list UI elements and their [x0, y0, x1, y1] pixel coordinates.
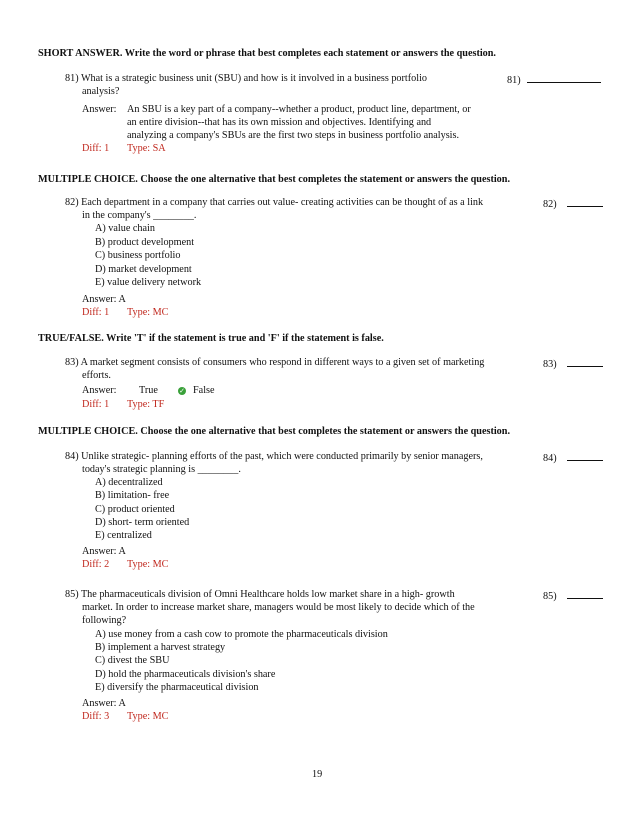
answer-81-label: Answer:: [82, 104, 117, 115]
option-84-c: C) product oriented: [95, 504, 175, 515]
section-header-multiple-choice: MULTIPLE CHOICE. Choose the one alternative that best completes the statement or answers the question.: [38, 174, 510, 185]
answer-blank-83[interactable]: [567, 356, 603, 367]
question-84-number-label: 84): [543, 453, 557, 464]
question-82-line1: 82) Each department in a company that carries out value- creating activities can be thought of as a link: [65, 197, 484, 208]
option-84-d: D) short- term oriented: [95, 517, 190, 528]
question-85-line2: market. In order to increase market share, managers would be most likely to decide which of the: [82, 602, 475, 613]
difficulty-81: Diff: 1: [82, 143, 110, 154]
answer-81-line3: analyzing a company's SBUs are the first two steps in business portfolio analysis.: [127, 130, 460, 141]
question-83-line1: 83) A market segment consists of consumers who respond in different ways to a given set of marketing: [65, 357, 485, 368]
section-header-short-answer: SHORT ANSWER. Write the word or phrase that best completes each statement or answers the question.: [38, 48, 496, 59]
question-81-number: [507, 72, 601, 87]
answer-blank-81[interactable]: [527, 72, 601, 83]
question-85-line3: following?: [82, 615, 127, 626]
question-84-line2: today's strategic planning is ________.: [82, 464, 241, 475]
answer-81-line1: An SBU is a key part of a company--whether a product, product line, department, or: [127, 104, 471, 115]
question-85-number: [543, 588, 603, 603]
option-82-d: D) market development: [95, 264, 192, 275]
question-82-number: [543, 196, 603, 211]
option-82-a: A) value chain: [95, 223, 155, 234]
option-82-b: B) product development: [95, 237, 195, 248]
type-83: Type: TF: [127, 399, 165, 410]
question-82-line2: in the company's ________.: [82, 210, 197, 221]
difficulty-84: Diff: 2: [82, 559, 110, 570]
answer-84: Answer: A: [82, 546, 126, 557]
option-84-e: E) centralized: [95, 530, 152, 541]
section-header-multiple-choice-2: MULTIPLE CHOICE. Choose the one alternative that best completes the statement or answers the question.: [38, 426, 510, 437]
difficulty-83: Diff: 1: [82, 399, 110, 410]
option-85-c: C) divest the SBU: [95, 655, 170, 666]
page-number: 19: [312, 769, 323, 780]
option-85-b: B) implement a harvest strategy: [95, 642, 226, 653]
option-85-d: D) hold the pharmaceuticals division's share: [95, 669, 276, 680]
answer-blank-82[interactable]: [567, 196, 603, 207]
question-85-line1: 85) The pharmaceuticals division of Omni Healthcare holds low market share in a high- growth: [65, 589, 455, 600]
question-81-line1: 81) What is a strategic business unit (SBU) and how is it involved in a business portfolio: [65, 73, 427, 84]
question-83-number-label: 83): [543, 359, 557, 370]
option-84-b: B) limitation- free: [95, 490, 170, 501]
answer-blank-84[interactable]: [567, 450, 603, 461]
answer-81-line2: an entire division--that has its own mission and objectives. Identifying and: [127, 117, 432, 128]
option-85-a: A) use money from a cash cow to promote the pharmaceuticals division: [95, 629, 388, 640]
answer-83-label: Answer:: [82, 385, 117, 396]
answer-82: Answer: A: [82, 294, 126, 305]
option-82-c: C) business portfolio: [95, 250, 181, 261]
answer-blank-85[interactable]: [567, 588, 603, 599]
difficulty-82: Diff: 1: [82, 307, 110, 318]
type-81: Type: SA: [127, 143, 166, 154]
type-85: Type: MC: [127, 711, 169, 722]
question-81-line2: analysis?: [82, 86, 120, 97]
question-84-line1: 84) Unlike strategic- planning efforts of the past, which were conducted primarily by senior managers,: [65, 451, 483, 462]
question-82-number-label: 82): [543, 199, 557, 210]
false-option: False: [193, 385, 215, 396]
type-82: Type: MC: [127, 307, 169, 318]
difficulty-85: Diff: 3: [82, 711, 110, 722]
option-84-a: A) decentralized: [95, 477, 163, 488]
type-84: Type: MC: [127, 559, 169, 570]
question-83-line2: efforts.: [82, 370, 111, 381]
answer-85: Answer: A: [82, 698, 126, 709]
question-85-number-label: 85): [543, 591, 557, 602]
question-83-number: [543, 356, 603, 371]
question-84-number: [543, 450, 603, 465]
option-82-e: E) value delivery network: [95, 277, 202, 288]
true-option: True: [139, 385, 158, 396]
question-81-number-label: 81): [507, 75, 521, 86]
section-header-true-false: TRUE/FALSE. Write 'T' if the statement is true and 'F' if the statement is false.: [38, 333, 384, 344]
option-85-e: E) diversify the pharmaceutical division: [95, 682, 259, 693]
check-circle-icon: ✓: [179, 386, 185, 395]
